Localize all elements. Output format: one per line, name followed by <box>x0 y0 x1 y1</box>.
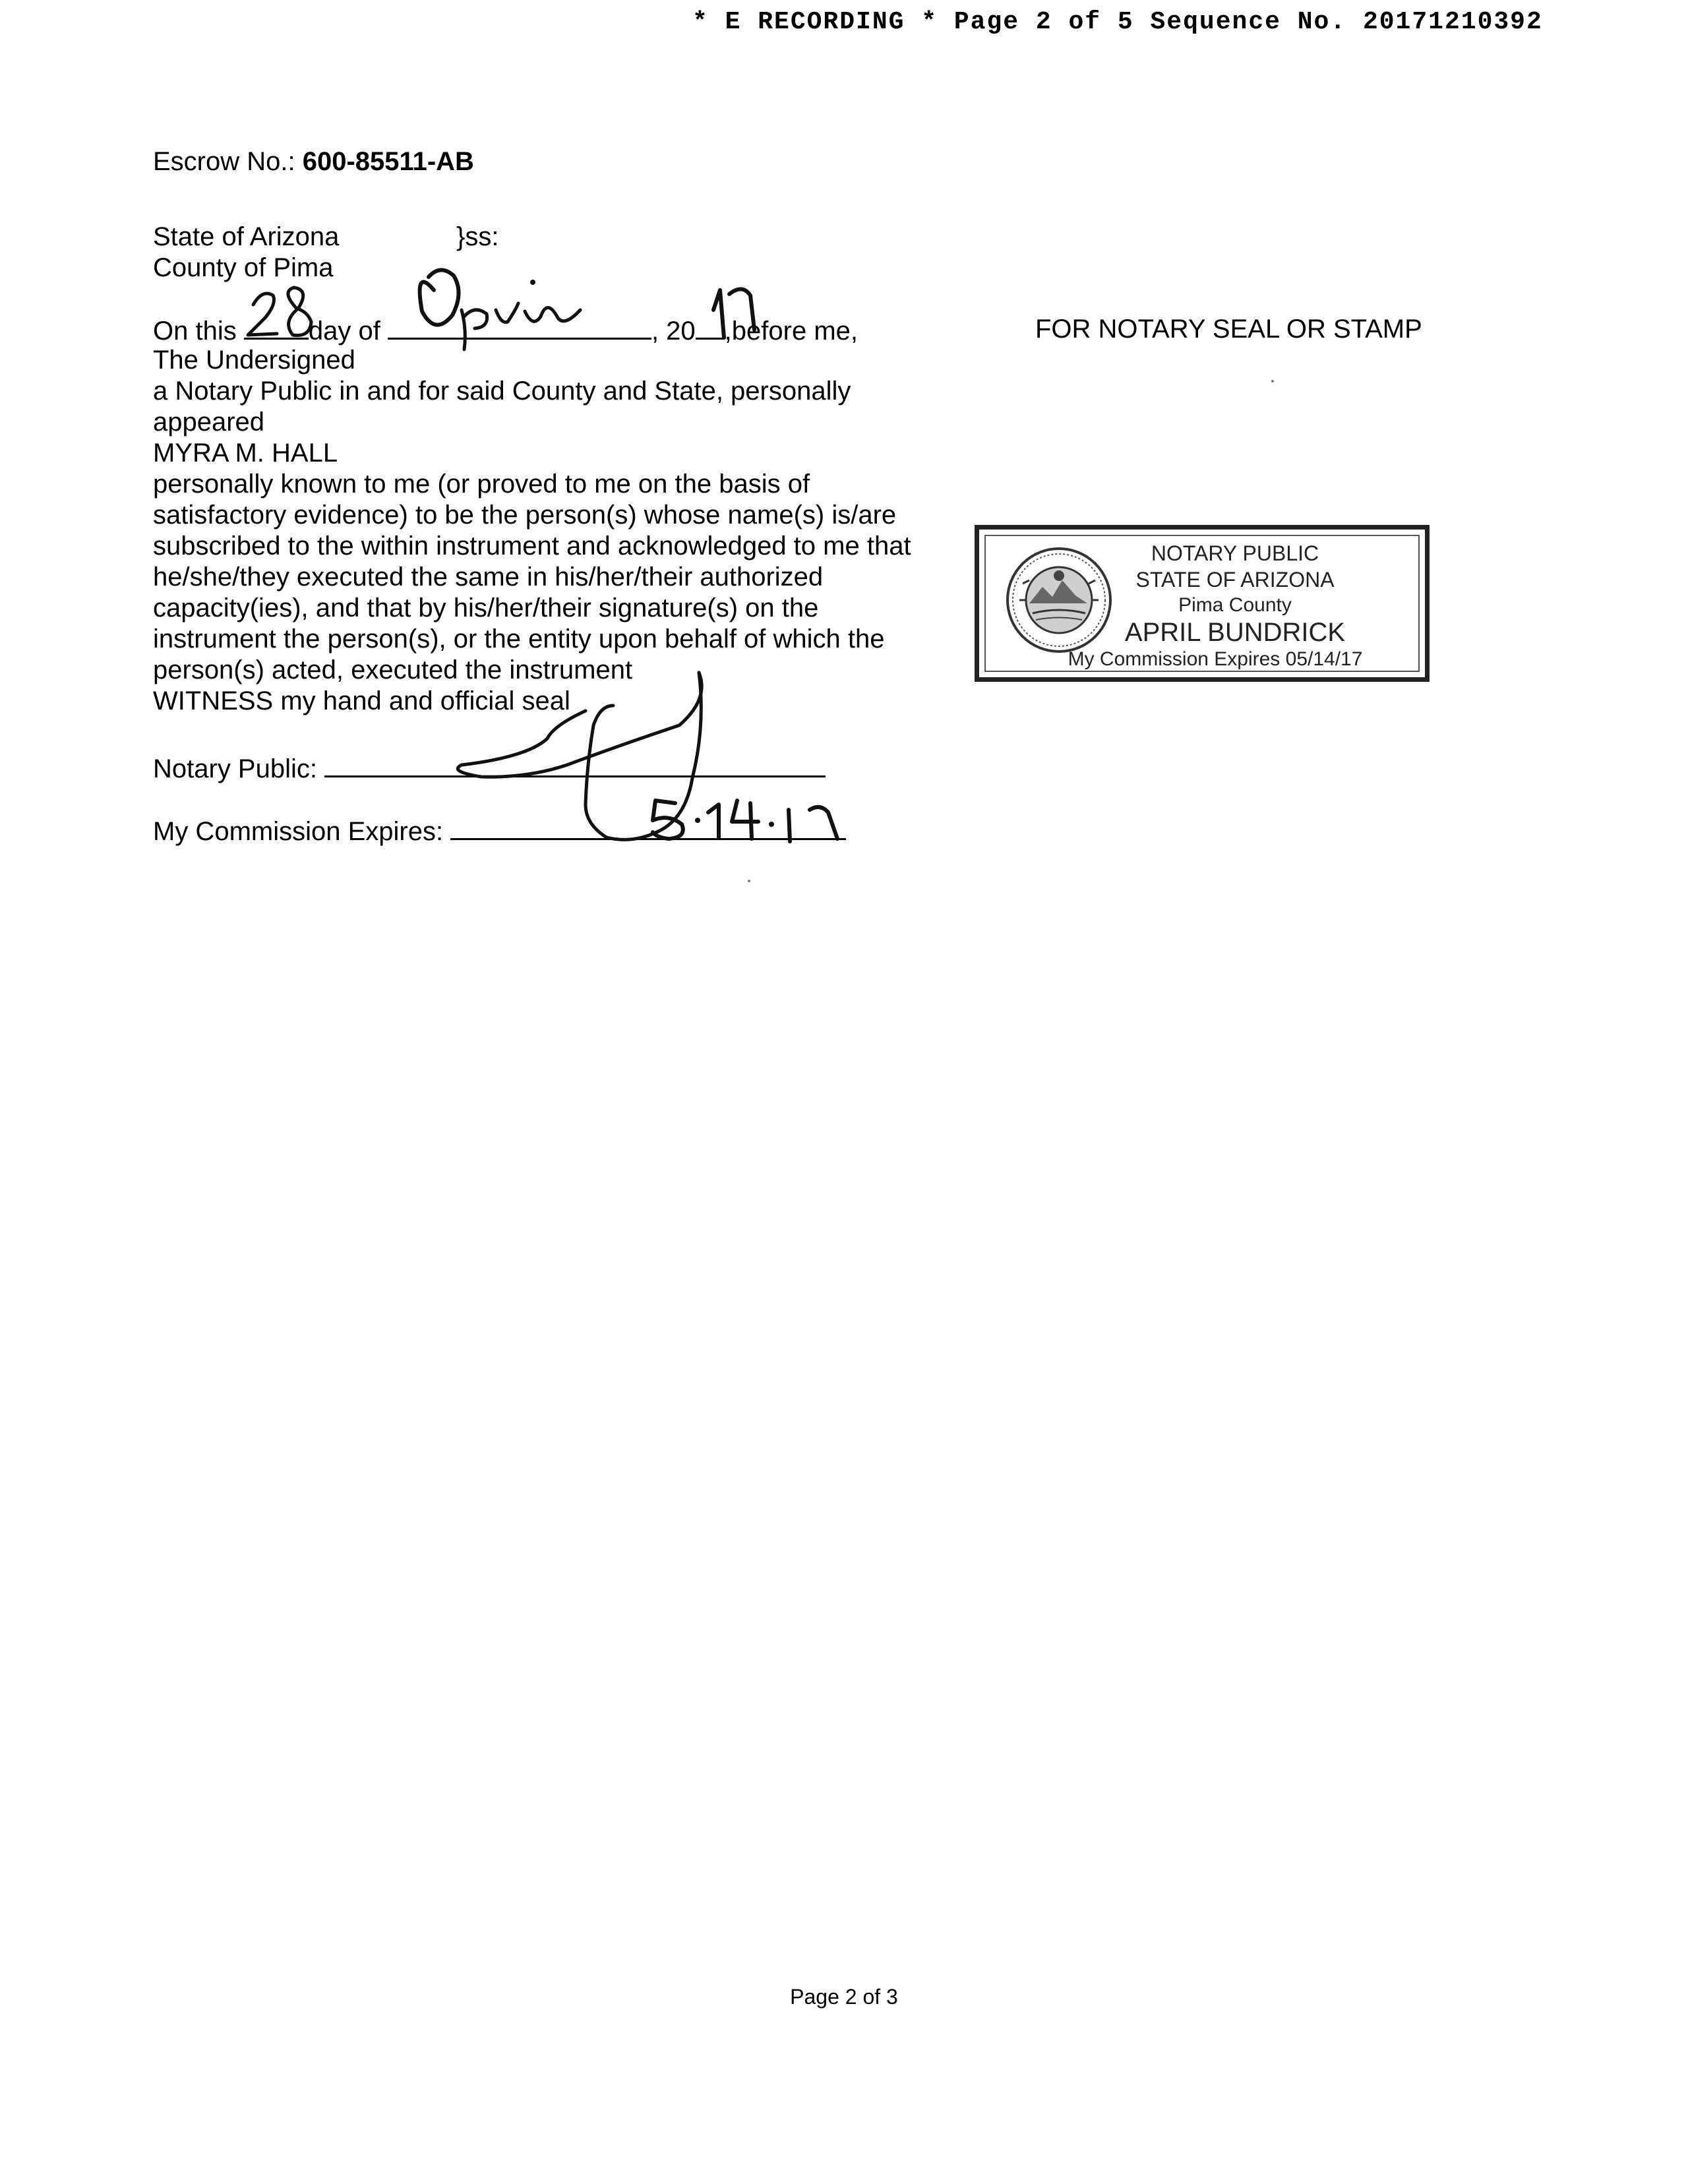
recording-header: * E RECORDING * Page 2 of 5 Sequence No. 20171210392 <box>692 8 1543 36</box>
year-prefix: , 20 <box>651 317 696 346</box>
handwritten-commission-date-icon <box>653 801 837 841</box>
undersigned-line: The Undersigned <box>153 346 355 375</box>
handwritten-month-icon <box>420 270 580 349</box>
venue-ss: }ss: <box>456 222 499 251</box>
appeared-line: appeared <box>153 408 265 437</box>
page-footer: Page 2 of 3 <box>790 1985 898 2009</box>
signer-name: MYRA M. HALL <box>153 439 338 468</box>
day-of-label: day of <box>308 317 380 346</box>
escrow-label: Escrow No.: <box>153 147 295 176</box>
seal-area-label: FOR NOTARY SEAL OR STAMP <box>1035 315 1422 344</box>
handwritten-day-icon <box>248 288 311 336</box>
escrow-number: 600-85511-AB <box>302 147 474 176</box>
before-me-label: before me, <box>731 317 858 346</box>
body-line: he/she/they executed the same in his/her/their authorized <box>153 562 824 592</box>
body-line: capacity(ies), and that by his/her/their signature(s) on the <box>153 593 819 622</box>
commission-label: My Commission Expires: <box>153 817 444 846</box>
body-line: satisfactory evidence) to be the person(s) whose name(s) is/are <box>153 501 897 530</box>
stamp-state: STATE OF ARIZONA <box>1135 568 1335 592</box>
witness-line: WITNESS my hand and official seal <box>153 686 570 715</box>
venue-state: State of Arizona <box>153 222 340 251</box>
on-this-label: On this <box>153 317 237 346</box>
venue-county: County of Pima <box>153 253 334 282</box>
stamp-expiration: My Commission Expires 05/14/17 <box>1068 648 1363 670</box>
notary-line: a Notary Public in and for said County and State, personally <box>153 377 851 406</box>
notary-public-label: Notary Public: <box>153 754 317 783</box>
handwritten-year-icon <box>713 289 754 338</box>
date-line: On this day of , 20 ,before me, <box>153 314 858 347</box>
body-line: instrument the person(s), or the entity upon behalf of which the <box>153 624 885 653</box>
body-line: personally known to me (or proved to me on the basis of <box>153 470 810 499</box>
stamp-notary-name: APRIL BUNDRICK <box>1124 618 1346 647</box>
handwriting-ink <box>0 0 1688 923</box>
stamp-county: Pima County <box>1178 594 1292 616</box>
stamp-title: NOTARY PUBLIC <box>1151 541 1319 565</box>
body-line: person(s) acted, executed the instrument <box>153 655 633 684</box>
body-line: subscribed to the within instrument and acknowledged to me that <box>153 531 911 561</box>
notary-signature-icon <box>458 673 702 839</box>
